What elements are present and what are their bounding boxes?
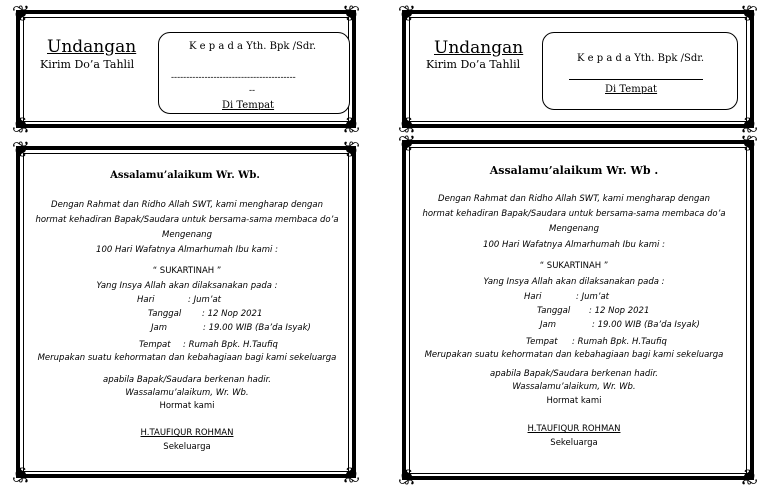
body-line: Mengenang — [162, 230, 212, 240]
flourish-corner-icon: ❦ — [397, 463, 417, 488]
closing-line: Hormat kami — [546, 396, 602, 406]
left-address-card — [10, 4, 362, 134]
recipient-place: Di Tempat — [222, 100, 275, 111]
body-line: Merupakan suatu kehormatan dan kebahagiaan bagi kami sekeluarga — [424, 350, 724, 360]
body-line: apabila Bapak/Saudara berkenan hadir. — [103, 375, 271, 385]
right-address-card — [396, 4, 760, 134]
place-label: Tempat — [139, 340, 171, 350]
body-line: 100 Hari Wafatnya Almarhumah Ibu kami : — [96, 245, 278, 255]
body-line: Dengan Rahmat dan Ridho Allah SWT, kami mengharap dengan — [438, 194, 710, 204]
recipient-name-line — [569, 79, 703, 80]
body-line: Mengenang — [549, 224, 599, 234]
flourish-corner-icon: ❦ — [739, 132, 759, 157]
left-invitation-card — [10, 140, 362, 484]
body-line: 100 Hari Wafatnya Almarhumah Ibu kami : — [483, 240, 665, 250]
flourish-corner-icon: ❦ — [11, 2, 31, 27]
greeting: Assalamu’alaikum Wr. Wb . — [489, 164, 659, 177]
body-line: hormat kehadiran Bapak/Saudara untuk bersama-sama membaca do’a — [422, 209, 726, 219]
flourish-corner-icon: ❦ — [341, 2, 361, 27]
place-label: Tempat — [526, 337, 558, 347]
body-line: Yang Insya Allah akan dilaksanakan pada : — [483, 277, 665, 287]
place-value: : Rumah Bpk. H.Taufiq — [183, 340, 278, 350]
place-value: : Rumah Bpk. H.Taufiq — [572, 337, 667, 347]
flourish-corner-icon: ❦ — [397, 132, 417, 157]
deceased-name: “ SUKARTINAH ” — [539, 261, 609, 271]
flourish-corner-icon: ❦ — [739, 2, 759, 27]
signer-role: Sekeluarga — [163, 442, 211, 452]
date-value: : 12 Nop 2021 — [202, 309, 263, 319]
date-label: Tanggal — [537, 306, 571, 316]
flourish-corner-icon: ❦ — [11, 138, 31, 163]
closing-line: Hormat kami — [159, 401, 215, 411]
deceased-name: “ SUKARTINAH ” — [152, 266, 222, 276]
flourish-corner-icon: ❦ — [397, 111, 417, 136]
flourish-corner-icon: ❦ — [11, 461, 31, 486]
day-label: Hari — [524, 292, 542, 302]
time-value: : 19.00 WIB (Ba’da Isyak) — [592, 320, 700, 330]
signer-role: Sekeluarga — [550, 438, 598, 448]
recipient-name-line: ----------------------------------------- — [171, 73, 296, 83]
recipient-label: K e p a d a Yth. Bpk /Sdr. — [189, 41, 317, 52]
signer-name: H.TAUFIQUR ROHMAN — [140, 428, 234, 438]
recipient-box — [158, 32, 350, 114]
flourish-corner-icon: ❦ — [11, 111, 31, 136]
recipient-box — [542, 32, 738, 110]
signer-name: H.TAUFIQUR ROHMAN — [527, 424, 621, 434]
body-line: Merupakan suatu kehormatan dan kebahagiaan bagi kami sekeluarga — [37, 353, 337, 363]
invitation-title: Undangan — [434, 38, 524, 58]
flourish-corner-icon: ❦ — [341, 138, 361, 163]
time-value: : 19.00 WIB (Ba’da Isyak) — [203, 323, 311, 333]
recipient-name-line-end: -- — [249, 86, 256, 96]
flourish-corner-icon: ❦ — [341, 111, 361, 136]
greeting: Assalamu’alaikum Wr. Wb. — [110, 170, 260, 181]
body-line: hormat kehadiran Bapak/Saudara untuk bersama-sama membaca do’a — [35, 215, 339, 225]
day-value: : Jum’at — [576, 292, 609, 302]
body-line: Wassalamu’alaikum, Wr. Wb. — [125, 388, 249, 398]
day-label: Hari — [137, 295, 155, 305]
flourish-corner-icon: ❦ — [341, 461, 361, 486]
time-label: Jam — [151, 323, 167, 333]
invitation-subtitle: Kirim Do’a Tahlil — [40, 58, 135, 71]
invitation-title: Undangan — [47, 37, 137, 57]
flourish-corner-icon: ❦ — [739, 111, 759, 136]
right-invitation-card — [396, 134, 760, 486]
recipient-label: K e p a d a Yth. Bpk /Sdr. — [577, 53, 705, 64]
day-value: : Jum’at — [188, 295, 221, 305]
time-label: Jam — [540, 320, 556, 330]
body-line: Yang Insya Allah akan dilaksanakan pada : — [96, 281, 278, 291]
body-line: Wassalamu’alaikum, Wr. Wb. — [512, 382, 636, 392]
recipient-place: Di Tempat — [605, 84, 658, 95]
flourish-corner-icon: ❦ — [739, 463, 759, 488]
date-label: Tanggal — [148, 309, 182, 319]
body-line: apabila Bapak/Saudara berkenan hadir. — [490, 369, 658, 379]
date-value: : 12 Nop 2021 — [589, 306, 650, 316]
flourish-corner-icon: ❦ — [397, 2, 417, 27]
invitation-subtitle: Kirim Do’a Tahlil — [426, 58, 521, 71]
body-line: Dengan Rahmat dan Ridho Allah SWT, kami mengharap dengan — [51, 200, 323, 210]
